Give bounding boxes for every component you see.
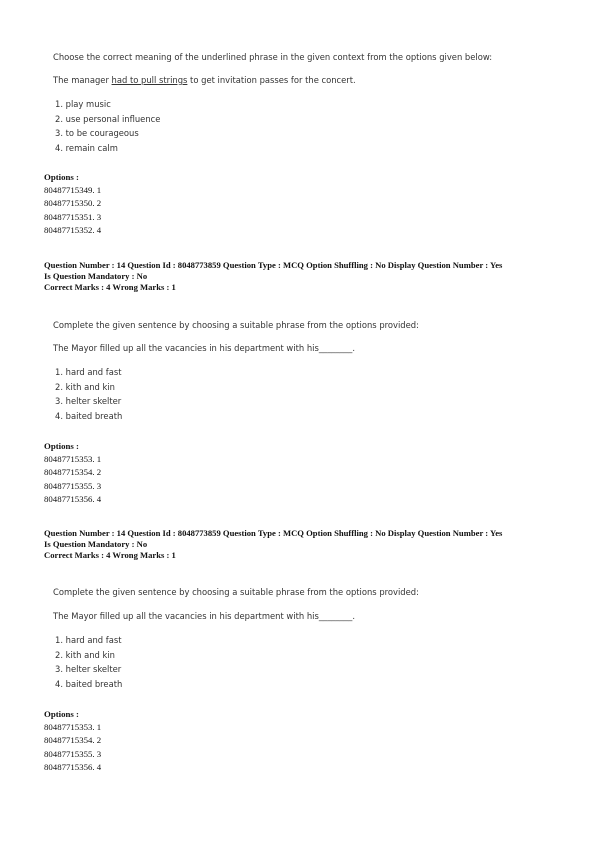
choice-list [55,365,122,423]
question-sentence: The Mayor filled up all the vacancies in his department with his________. [53,343,355,353]
meta-line: Correct Marks : 4 Wrong Marks : 1 [44,550,176,560]
options-heading: Options : [44,172,79,182]
question-sentence: The Mayor filled up all the vacancies in his department with his________. [53,611,355,621]
option-id: 80487715349. 1 [44,185,102,195]
meta-line: Is Question Mandatory : No [44,271,148,281]
choice-item: 4. baited breath [55,678,123,689]
meta-line: Correct Marks : 4 Wrong Marks : 1 [44,282,176,292]
choice-item: 2. kith and kin [55,381,115,392]
choice-item: 3. helter skelter [55,396,122,406]
question-meta [44,260,564,293]
choice-item: 1. hard and fast [55,635,122,645]
choice-item: 4. remain calm [55,142,118,153]
option-id: 80487715356. 4 [44,494,102,505]
choice-item: 1. hard and fast [55,367,122,377]
choice-item: 4. baited breath [55,410,123,421]
options-heading: Options : [44,709,79,719]
options-block [44,440,101,507]
meta-line: Is Question Mandatory : No [44,539,148,549]
options-block [44,708,101,775]
choice-list [55,97,160,155]
meta-line: Question Number : 14 Question Id : 8048773859 Question Type : MCQ Option Shuffling : No Display Question Number : Yes [44,260,503,270]
option-id: 80487715350. 2 [44,198,102,209]
options-block [44,171,101,238]
question-instruction: Choose the correct meaning of the underlined phrase in the given context from the options given below: [53,52,493,62]
question-instruction: Complete the given sentence by choosing a suitable phrase from the options provided: [53,587,419,597]
question-instruction: Complete the given sentence by choosing a suitable phrase from the options provided: [53,320,419,330]
choice-item: 2. kith and kin [55,649,115,660]
option-id: 80487715355. 3 [44,748,102,759]
question-meta [44,528,564,561]
option-id: 80487715355. 3 [44,480,102,491]
option-id: 80487715352. 4 [44,225,102,236]
choice-item: 3. to be courageous [55,128,139,138]
choice-item: 1. play music [55,99,111,109]
option-id: 80487715354. 2 [44,735,102,746]
choice-item: 2. use personal influence [55,113,161,124]
underlined-phrase: had to pull strings [111,75,188,85]
choice-list [55,633,122,691]
options-heading: Options : [44,441,79,451]
sentence-text: to get invitation passes for the concert. [187,75,356,85]
option-id: 80487715353. 1 [44,722,102,732]
choice-item: 3. helter skelter [55,664,122,674]
option-id: 80487715356. 4 [44,762,102,773]
option-id: 80487715354. 2 [44,467,102,478]
option-id: 80487715353. 1 [44,454,102,464]
question-sentence [53,75,356,85]
meta-line: Question Number : 14 Question Id : 8048773859 Question Type : MCQ Option Shuffling : No Display Question Number : Yes [44,528,503,538]
option-id: 80487715351. 3 [44,211,102,222]
sentence-text: The manager [53,75,112,85]
